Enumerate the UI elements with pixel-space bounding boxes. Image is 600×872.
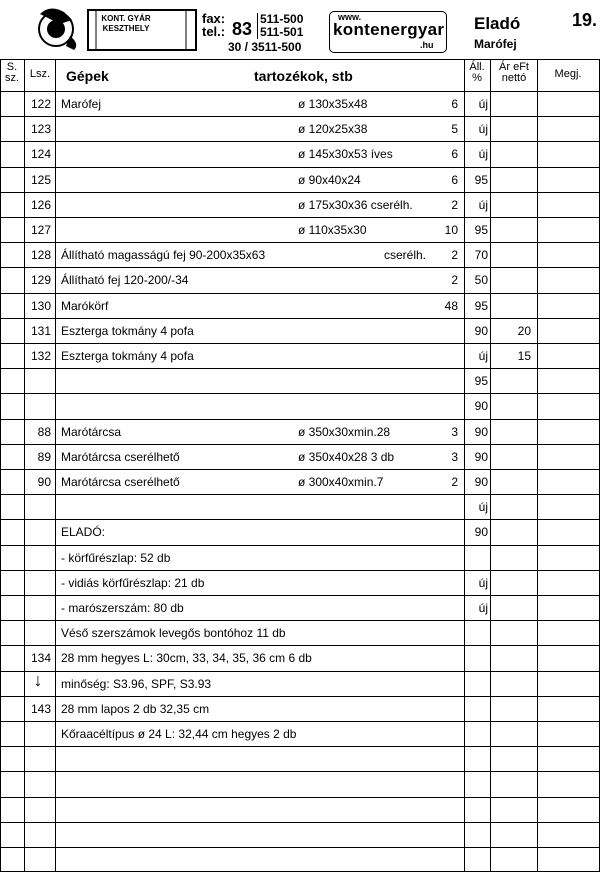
row-condition: 95 (474, 298, 488, 313)
row-spec: ø 300x40xmin.7 (298, 475, 384, 489)
row-condition: 90 (474, 399, 488, 414)
phone-numbers (257, 13, 303, 39)
row-qty: 2 (451, 475, 458, 489)
row-spec: ø 130x35x48 (298, 97, 368, 111)
row-lsz: 122 (30, 97, 51, 111)
row-qty: 48 (444, 298, 458, 313)
row-lsz: 143 (30, 701, 51, 716)
row-name: - vidiás körfűrészlap: 21 db (61, 575, 205, 590)
grid-row-line (0, 293, 600, 294)
grid-row-line (0, 393, 600, 394)
page-subtitle: Marófej (474, 37, 517, 51)
row-name: 28 mm lapos 2 db 32,35 cm (61, 701, 210, 716)
row-name: Állítható fej 120-200/-34 (61, 273, 189, 288)
row-lsz: 128 (30, 248, 51, 263)
row-name: Eszterga tokmány 4 pofa (61, 349, 194, 363)
row-condition: 70 (474, 248, 488, 263)
row-name: Állítható magasságú fej 90-200x35x63 (61, 248, 266, 263)
row-condition: 95 (474, 374, 488, 389)
row-qty: 6 (451, 147, 458, 162)
row-name: Eszterga tokmány 4 pofa (61, 323, 194, 338)
row-name: Véső szerszámok levegős bontóhoz 11 db (61, 626, 286, 641)
row-lsz: 129 (30, 273, 51, 288)
logo-text: KONT. GYÁR KESZTHELY (101, 14, 151, 33)
row-price: 20 (517, 323, 531, 338)
row-lsz: 124 (30, 147, 51, 162)
row-condition: 95 (474, 172, 488, 187)
row-condition: új (478, 97, 488, 111)
row-condition: új (478, 122, 488, 137)
row-spec: ø 90x40x24 (298, 172, 361, 187)
row-qty: 10 (444, 223, 458, 237)
grid-row-line (0, 545, 600, 546)
page-number: 19. (572, 10, 598, 30)
col-header-gepek: Gépek (66, 68, 109, 84)
row-condition: új (478, 349, 488, 363)
grid-row-line (0, 267, 600, 268)
grid-row-line (0, 343, 600, 344)
grid-row-line (0, 192, 600, 193)
row-condition: 90 (474, 475, 488, 489)
fax-label: fax: (202, 11, 226, 26)
col-header-lsz: Lsz. (29, 68, 51, 80)
row-lsz: 89 (37, 449, 51, 464)
contact-labels (202, 12, 225, 38)
row-condition: új (478, 197, 488, 212)
row-spec: ø 120x25x38 (298, 122, 368, 137)
row-lsz: 88 (37, 424, 51, 439)
row-name: Marófej (61, 97, 102, 111)
row-name: Marótárcsa cserélhető (61, 475, 180, 489)
row-name: 28 mm hegyes L: 30cm, 33, 34, 35, 36 cm 6 db (61, 651, 312, 666)
grid-row-line (0, 91, 600, 92)
grid-row-line (0, 519, 600, 520)
row-name: Kőraacéltípus ø 24 L: 32,44 cm hegyes 2 db (61, 727, 297, 741)
row-qty: 2 (451, 248, 458, 263)
grid-row-line (0, 746, 600, 747)
grid-row-line (0, 570, 600, 571)
grid-row-line (0, 494, 600, 495)
row-spec: ø 350x40x28 3 db (298, 449, 395, 464)
row-condition: új (478, 601, 488, 615)
grid-row-line (0, 696, 600, 697)
phone-mobile: 30 / 3511-500 (228, 40, 302, 54)
grid-row-line (0, 671, 600, 672)
row-lsz: 90 (37, 475, 51, 489)
row-condition: 90 (474, 525, 488, 540)
website-www: www. (338, 12, 362, 22)
col-header-ar: Ár eFt nettó (499, 61, 529, 84)
website-name: kontenergyar (333, 20, 445, 39)
row-qty: 5 (451, 122, 458, 137)
row-condition: új (478, 575, 488, 590)
row-lsz: 127 (30, 223, 51, 237)
col-header-megj: Megj. (554, 68, 582, 80)
grid-row-line (0, 217, 600, 218)
row-qty: 2 (451, 197, 458, 212)
row-qty: 3 (451, 449, 458, 464)
row-condition: 90 (474, 449, 488, 464)
grid-row-line (0, 59, 600, 60)
row-spec: ø 350x30xmin.28 (298, 424, 391, 439)
phone-2: 511-501 (260, 25, 304, 39)
grid-row-line (0, 116, 600, 117)
grid-row-line (0, 847, 600, 848)
row-lsz: 132 (30, 349, 51, 363)
tel-label: tel.: (202, 24, 226, 39)
grid-row-line (0, 167, 600, 168)
grid-row-line (0, 419, 600, 420)
row-name: Marókörf (61, 298, 109, 313)
grid-row-line (0, 469, 600, 470)
grid-row-line (0, 797, 600, 798)
row-lsz: 125 (30, 172, 51, 187)
grid-column-line (55, 59, 56, 871)
row-lsz: 123 (30, 122, 51, 137)
row-lsz: 134 (30, 651, 51, 666)
row-name: minőség: S3.96, SPF, S3.93 (61, 676, 212, 691)
row-spec: ø 175x30x36 cserélh. (298, 197, 413, 212)
row-lsz: 126 (30, 197, 51, 212)
row-price: 15 (517, 349, 531, 363)
phone-1: 511-500 (260, 12, 304, 26)
row-name: - körfűrészlap: 52 db (61, 550, 171, 565)
area-code: 83 (232, 19, 253, 39)
grid-column-line (490, 59, 491, 871)
row-condition: új (478, 500, 488, 515)
row-qty: 6 (451, 172, 458, 187)
grid-row-line (0, 318, 600, 319)
grid-column-line (537, 59, 538, 871)
col-header-tartozekok: tartozékok, stb (254, 68, 353, 84)
row-spec: cserélh. (384, 248, 427, 263)
row-lsz: 130 (30, 298, 51, 313)
col-header-s-sz: S. sz. (4, 61, 20, 84)
row-name: ELADÓ: (61, 525, 106, 540)
row-condition: 50 (474, 273, 488, 288)
grid-row-line (0, 822, 600, 823)
row-name: - marószerszám: 80 db (61, 601, 184, 615)
row-name: Marótárcsa cserélhető (61, 449, 180, 464)
grid-row-line (0, 595, 600, 596)
row-qty: 3 (451, 424, 458, 439)
grid-row-line (0, 645, 600, 646)
grid-row-line (0, 242, 600, 243)
page-title: Eladó (474, 14, 521, 33)
grid-row-line (0, 141, 600, 142)
grid-row-line (0, 771, 600, 772)
col-header-all: Áll. % (469, 61, 485, 84)
row-qty: 6 (451, 97, 458, 111)
grid-row-line (0, 444, 600, 445)
row-name: Marótárcsa (61, 424, 122, 439)
row-lsz: 131 (30, 323, 51, 338)
row-condition: 95 (474, 223, 488, 237)
row-spec: ø 110x35x30 (298, 223, 367, 237)
row-condition: 90 (474, 323, 488, 338)
grid-row-line (0, 721, 600, 722)
grid-row-line (0, 620, 600, 621)
grid-row-line (0, 368, 600, 369)
row-condition: 90 (474, 424, 488, 439)
arrow-down-icon: ↓ (33, 669, 43, 690)
row-condition: új (478, 147, 488, 162)
row-spec: ø 145x30x53 íves (298, 147, 393, 162)
website-tld: .hu (420, 40, 434, 50)
grid-column-line (0, 59, 1, 871)
row-qty: 2 (451, 273, 458, 288)
